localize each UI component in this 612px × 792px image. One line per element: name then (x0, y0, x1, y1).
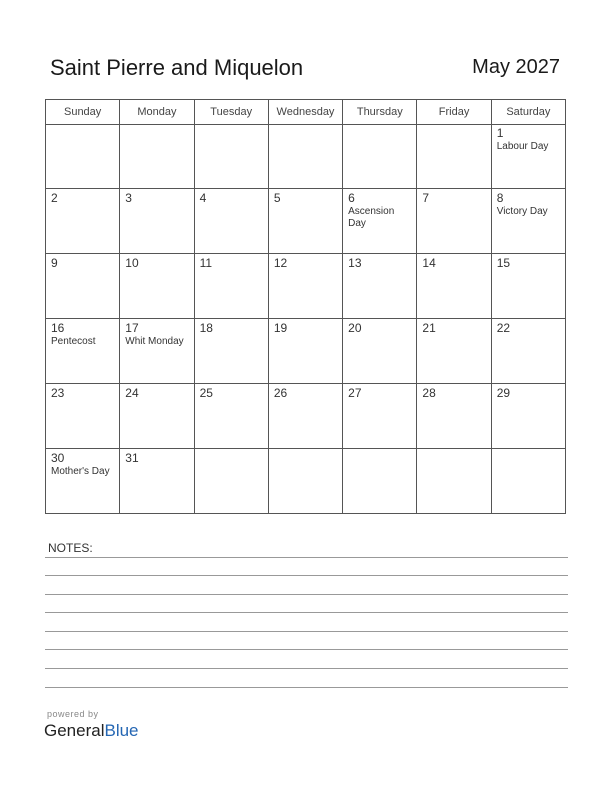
weekday-label: Monday (120, 100, 194, 125)
day-cell (269, 254, 343, 319)
empty-day-cell (417, 124, 491, 189)
brand-blue: Blue (104, 721, 139, 740)
day-cell (120, 319, 194, 384)
day-cell (195, 319, 269, 384)
powered-by-text: powered by (47, 709, 99, 719)
notes-line (45, 631, 568, 632)
day-cell (417, 254, 491, 319)
day-cell (269, 319, 343, 384)
day-number: 3 (125, 191, 132, 205)
calendar-title: Saint Pierre and Miquelon (50, 55, 304, 80)
week-row (46, 189, 566, 254)
weekday-header-row (46, 100, 566, 124)
day-number: 20 (348, 321, 362, 335)
notes-label: NOTES: (48, 541, 93, 555)
day-cell (417, 384, 491, 449)
holiday-label: Ascension Day (348, 206, 395, 229)
holiday-label: Labour Day (496, 141, 549, 152)
holiday-label: Mother's Day (51, 466, 110, 477)
day-cell (46, 254, 120, 319)
calendar-grid (45, 99, 566, 514)
day-number: 24 (125, 386, 139, 400)
day-number: 14 (422, 256, 436, 270)
day-number: 31 (125, 451, 139, 465)
day-cell (492, 189, 566, 254)
day-number: 22 (496, 321, 511, 335)
day-cell (269, 384, 343, 449)
day-number: 2 (51, 191, 58, 205)
day-number: 10 (125, 256, 139, 270)
day-number: 23 (51, 386, 65, 400)
day-number: 6 (348, 191, 355, 205)
day-cell (120, 449, 194, 514)
holiday-label: Victory Day (496, 206, 548, 217)
day-number: 28 (422, 386, 436, 400)
day-number: 29 (496, 386, 511, 400)
day-cell (195, 254, 269, 319)
day-number: 12 (273, 256, 288, 270)
day-cell (417, 189, 491, 254)
day-number: 9 (51, 256, 58, 270)
weekday-label: Wednesday (269, 100, 343, 125)
day-number: 15 (496, 256, 511, 270)
empty-day-cell (195, 449, 269, 514)
day-cell (195, 384, 269, 449)
brand-logo[interactable] (44, 721, 139, 741)
day-number: 4 (199, 191, 207, 205)
brand-general: General (44, 721, 105, 740)
day-cell (343, 254, 417, 319)
day-cell (46, 449, 120, 514)
day-number: 17 (125, 321, 139, 335)
day-number: 7 (422, 191, 430, 205)
day-number: 1 (496, 126, 504, 140)
weekday-label: Thursday (343, 100, 417, 125)
week-row (46, 449, 566, 514)
calendar-weeks (46, 124, 566, 514)
empty-day-cell (492, 449, 566, 514)
notes-line (45, 594, 568, 595)
holiday-label: Pentecost (51, 336, 96, 347)
weekday-label: Saturday (492, 100, 566, 125)
day-number: 5 (273, 191, 281, 205)
day-cell (343, 189, 417, 254)
notes-line (45, 668, 568, 669)
empty-day-cell (46, 124, 120, 189)
day-cell (417, 319, 491, 384)
notes-line (45, 557, 568, 558)
day-cell (492, 254, 566, 319)
empty-day-cell (269, 449, 343, 514)
day-number: 21 (422, 321, 436, 335)
week-row (46, 384, 566, 449)
day-cell (46, 189, 120, 254)
day-number: 11 (199, 256, 213, 270)
day-cell (46, 319, 120, 384)
weekday-label: Friday (417, 100, 491, 125)
empty-day-cell (417, 449, 491, 514)
day-number: 30 (51, 451, 65, 465)
holiday-label: Whit Monday (125, 336, 184, 347)
notes-line (45, 575, 568, 576)
notes-line (45, 687, 568, 688)
day-number: 27 (348, 386, 362, 400)
day-cell (120, 189, 194, 254)
weekday-label: Tuesday (195, 100, 269, 125)
day-cell (343, 319, 417, 384)
day-cell (120, 384, 194, 449)
weekday-label: Sunday (46, 100, 120, 125)
notes-line (45, 649, 568, 650)
day-cell (120, 254, 194, 319)
empty-day-cell (120, 124, 194, 189)
day-number: 18 (199, 321, 213, 335)
day-cell (492, 319, 566, 384)
week-row (46, 124, 566, 189)
day-cell (269, 189, 343, 254)
day-number: 16 (51, 321, 65, 335)
day-number: 25 (199, 386, 213, 400)
empty-day-cell (343, 449, 417, 514)
week-row (46, 319, 566, 384)
day-cell (492, 384, 566, 449)
day-cell (492, 124, 566, 189)
calendar-month: May 2027 (472, 56, 560, 78)
notes-line (45, 612, 568, 613)
week-row (46, 254, 566, 319)
day-number: 8 (496, 191, 504, 205)
empty-day-cell (269, 124, 343, 189)
day-cell (46, 384, 120, 449)
empty-day-cell (343, 124, 417, 189)
day-cell (343, 384, 417, 449)
empty-day-cell (195, 124, 269, 189)
day-number: 26 (273, 386, 288, 400)
day-number: 19 (273, 321, 288, 335)
day-cell (195, 189, 269, 254)
day-number: 13 (348, 256, 362, 270)
